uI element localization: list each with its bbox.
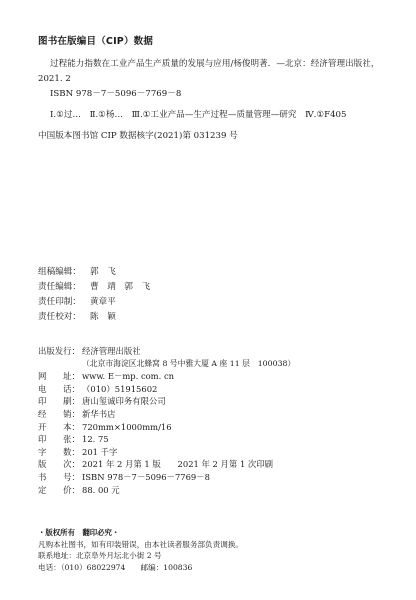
staff-row [38, 310, 150, 325]
staff-value: 曹 靖 郭 飞 [90, 282, 151, 292]
rights-address: 联系地址：北京阜外月坛北小街 2 号 [38, 551, 162, 560]
pub-label: 电 话： [38, 383, 80, 394]
pub-row [38, 446, 295, 459]
pub-row [38, 370, 295, 383]
pub-label: 印 刷： [38, 396, 80, 407]
pub-label: 开 本： [38, 421, 80, 432]
pub-row [38, 484, 295, 497]
publisher-address: （北京市海淀区北蜂窝 8 号中雅大厦 A 座 11 层 100038） [82, 358, 296, 368]
pub-label: 定 价： [38, 484, 80, 495]
staff-value: 黄章平 [90, 297, 116, 307]
pub-value: 720mm×1000mm/16 [82, 421, 172, 432]
pub-label: 字 数： [38, 446, 80, 457]
staff-value: 陈 颖 [90, 312, 116, 322]
pub-row [38, 383, 295, 396]
pub-value: www. E－mp. com. cn [82, 371, 175, 382]
pub-label: 印 张： [38, 434, 80, 445]
pub-value: 唐山玺诚印务有限公司 [82, 396, 166, 407]
pub-row [38, 458, 295, 471]
pub-row [38, 421, 295, 434]
staff-label: 责任编辑： [38, 282, 81, 292]
cip-classification: Ⅰ.①过… Ⅱ.①杨… Ⅲ.①工业产品—生产过程—质量管理—研究 Ⅳ.①F405 [50, 110, 347, 120]
pub-value: （010）51915602 [82, 383, 158, 394]
pub-label: 经 销： [38, 408, 80, 419]
staff-value: 郭 飞 [90, 267, 116, 277]
publisher-label: 出版发行： [38, 346, 80, 356]
rights-heading: ・版权所有 翻印必究・ [38, 528, 120, 537]
pub-row [38, 471, 295, 484]
publisher-value: 经济管理出版社 [82, 346, 141, 356]
pub-value: 2021 年 2 月第 1 版 2021 年 2 月第 1 次印刷 [82, 459, 274, 470]
pub-value: 201 千字 [82, 446, 118, 457]
staff-label: 责任印制： [38, 297, 81, 307]
cip-heading: 图书在版编目（CIP）数据 [38, 36, 154, 47]
pub-value: 新华书店 [82, 408, 116, 419]
cip-number: 中国版本图书馆 CIP 数据核字(2021)第 031239 号 [38, 131, 238, 141]
rights-contact: 电话：（010）68022974 邮编：100836 [38, 562, 193, 572]
pub-row [38, 433, 295, 446]
staff-row [38, 295, 150, 310]
staff-row [38, 280, 150, 295]
pub-label: 版 次： [38, 459, 80, 470]
cip-date-line: 2021. 2 [38, 74, 71, 84]
pub-value: ISBN 978－7－5096－7769－8 [82, 471, 210, 482]
pub-row [38, 408, 295, 421]
publisher-row [38, 345, 295, 358]
pub-value: 88. 00 元 [82, 484, 120, 495]
staff-row [38, 265, 150, 280]
staff-label: 责任校对： [38, 312, 81, 322]
pub-label: 网 址： [38, 371, 80, 382]
publication-info [38, 345, 295, 496]
rights-notice [38, 527, 243, 573]
cip-title-line: 过程能力指数在工业产品生产质量的发展与应用/杨俊明著．—北京：经济管理出版社， [50, 59, 380, 69]
staff-label: 组稿编辑： [38, 267, 81, 277]
rights-line: 凡购本社图书，如有印装错误，由本社读者服务部负责调换。 [38, 539, 244, 549]
pub-value: 12. 75 [82, 434, 109, 445]
editorial-staff [38, 265, 150, 325]
pub-row [38, 395, 295, 408]
pub-label: 书 号： [38, 471, 80, 482]
cip-data-block [38, 57, 388, 144]
cip-isbn: ISBN 978－7－5096－7769－8 [50, 89, 182, 99]
